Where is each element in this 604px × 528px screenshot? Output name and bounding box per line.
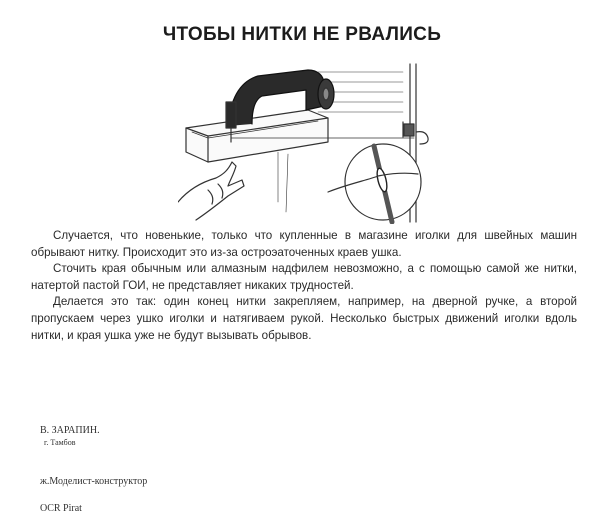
paragraph-2: Сточить края обычным или алмазным надфилем невозможно, а с помощью самой же нитки, натертой пастой ГОИ, не представляет никаких трудностей. xyxy=(31,262,577,292)
paragraph-3: Делается это так: один конец нитки закрепляем, например, на дверной ручке, а второй пропускаем через ушко иголки и натягиваем рукой. Несколько быстрых движений иголки вдоль нитки, и края ушка уже не будут вызывать обрывов. xyxy=(31,295,577,342)
author-city: г. Тамбов xyxy=(44,438,76,447)
byline xyxy=(40,425,100,449)
author-name: В. ЗАРАПИН. xyxy=(40,425,100,436)
paragraph-1: Случается, что новенькие, только что купленные в магазине иголки для швейных машин обрывают нитку. Происходит это из-за остроэаточенных краев ушка. xyxy=(31,229,577,259)
sewing-machine-illustration xyxy=(178,62,438,224)
article-body xyxy=(31,228,577,344)
ocr-credit: OCR Pirat xyxy=(40,503,82,514)
source-magazine: ж.Моделист-конструктор xyxy=(40,476,148,487)
article-title: ЧТОБЫ НИТКИ НЕ РВАЛИСЬ xyxy=(162,24,442,45)
